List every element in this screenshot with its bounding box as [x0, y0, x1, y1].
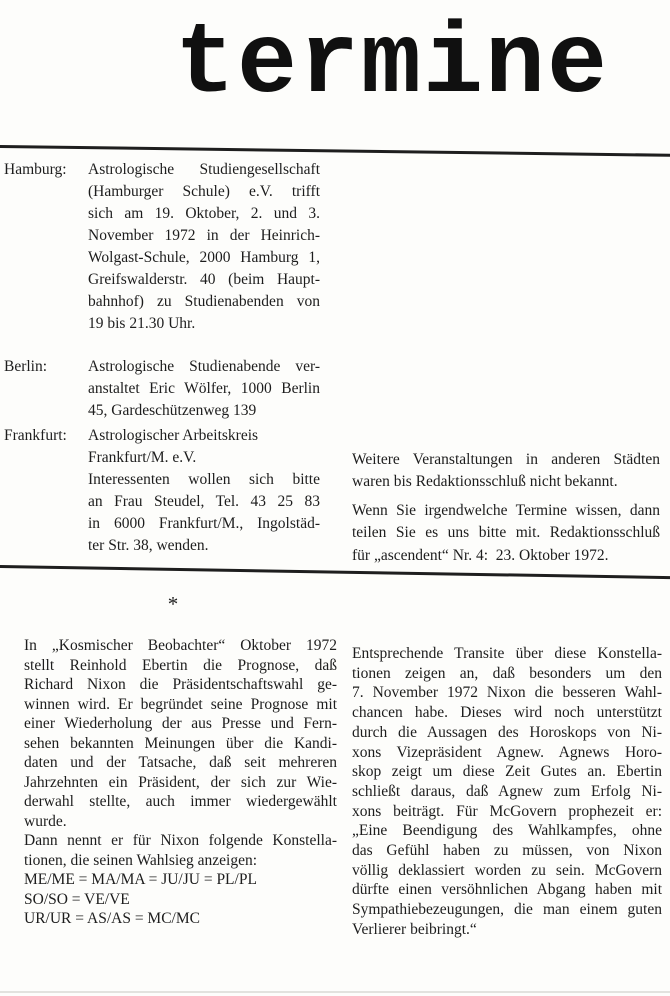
paragraph [88, 356, 320, 422]
text-line: SO/SO = VE/VE [24, 890, 130, 908]
text-line: Astrologischer Arbeitskreis [88, 427, 259, 444]
text-line: schließt daraus, daß Agnew zum Erfolg Ni- [352, 782, 662, 800]
paragraph [352, 449, 660, 494]
text-line: Greifswalderstr. 40 (beim Haupt- [88, 271, 320, 288]
horizontal-rule-middle [0, 565, 670, 579]
paragraph [24, 831, 337, 870]
text-line: Interessenten wollen sich bitte [88, 471, 320, 488]
listing-city-label: Hamburg: [4, 161, 67, 178]
section-divider-asterisk: * [167, 592, 179, 616]
text-line: Dann nennt er für Nixon folgende Konstella- [24, 832, 337, 849]
text-line: waren bis Redaktionsschluß nicht bekannt. [352, 473, 618, 491]
text-line: Jahrzehnten ein Präsident, der sich zur Wie- [24, 773, 337, 791]
text-line: sich am 19. Oktober, 2. und 3. [88, 205, 320, 222]
paragraph [24, 636, 337, 831]
text-line: Wenn Sie irgendwelche Termine wissen, dann [352, 501, 660, 519]
text-line: 45, Gardeschützenweg 139 [88, 402, 257, 419]
text-line: „Eine Beendigung des Wahlkampfes, ohne [352, 822, 662, 840]
text-line: tionen zeigen an, daß besonders um den [352, 664, 662, 682]
paragraph [88, 425, 320, 469]
text-line: dürfte einen versöhnlichen Abgang haben mit [352, 881, 662, 899]
text-line: 7. November 1972 Nixon die besseren Wahl- [352, 684, 662, 702]
text-line: xons Vizepräsident Agnew. Agnews Horo- [352, 743, 662, 761]
text-line: chancen habe. Dieses wird noch unterstützt [352, 704, 662, 722]
horizontal-rule-bottom [0, 991, 670, 993]
listing-hamburg [4, 159, 344, 335]
article-column-right [352, 644, 662, 940]
text-line: (Hamburger Schule) e.V. trifft [88, 183, 320, 200]
text-line: Weitere Veranstaltungen in anderen Städten [352, 451, 660, 468]
listing-frankfurt [4, 425, 344, 557]
text-line: bahnhof) zu Studienabenden von [88, 293, 320, 310]
text-line: das Gefühl haben zu müssen, von Nixon [352, 842, 662, 860]
text-line: Verlierer beibringt.“ [352, 920, 477, 938]
text-line: xons beiträgt. Für McGovern prophezeit er: [352, 802, 662, 820]
event-listings [4, 159, 344, 557]
paragraph [88, 159, 320, 335]
listing-city-label: Frankfurt: [4, 427, 67, 444]
text-line: Astrologische Studiengesellschaft [88, 161, 320, 178]
text-line: winnen wird. Er begründet seine Prognose mit [24, 695, 337, 713]
listing-body-berlin [88, 356, 320, 422]
text-line: Wolgast-Schule, 2000 Hamburg 1, [88, 249, 320, 266]
text-line: Entsprechende Transite über diese Konstella- [352, 645, 662, 662]
text-line: Frankfurt/M. e.V. [88, 449, 197, 466]
text-line: ter Str. 38, wenden. [88, 537, 209, 554]
text-line: an Frau Steudel, Tel. 43 25 83 [88, 493, 320, 510]
paragraph [352, 644, 662, 940]
text-line: teilen Sie es uns bitte mit. Redaktionsschluß [352, 524, 660, 542]
listing-city-label: Berlin: [4, 358, 48, 375]
text-line: Astrologische Studienabende ver- [88, 358, 320, 375]
text-line: November 1972 in der Heinrich- [88, 227, 320, 244]
text-line: Sympathiebezeugungen, die man einem guten [352, 901, 662, 919]
text-line: völlig deklassiert worden zu sein. McGovern [352, 861, 662, 879]
text-line: einer Wiederholung der aus Presse und Fern- [24, 715, 337, 732]
text-line: In „Kosmischer Beobachter“ Oktober 1972 [24, 637, 337, 654]
text-line: anstaltet Eric Wölfer, 1000 Berlin [88, 380, 320, 397]
text-line: daten und der Tatsache, daß seit mehreren [24, 754, 337, 771]
listing-berlin [4, 356, 344, 422]
horizontal-rule-top [0, 145, 670, 157]
text-line: in 6000 Frankfurt/M., Ingolstäd- [88, 515, 320, 532]
article-column-left [24, 636, 337, 929]
text-line: stellt Reinhold Ebertin die Prognose, daß [24, 656, 337, 674]
text-line: durch die Aussagen des Horoskops von Ni- [352, 723, 662, 741]
text-line: 19 bis 21.30 Uhr. [88, 315, 196, 332]
text-line: Richard Nixon die Präsidentschaftswahl ge- [24, 676, 337, 693]
paragraph [88, 469, 320, 557]
text-line: derwahl stellte, auch immer wiedergewählt [24, 793, 337, 810]
text-line: tionen, die seinen Wahlsieg anzeigen: [24, 851, 258, 869]
text-line: ME/ME = MA/MA = JU/JU = PL/PL [24, 871, 257, 888]
text-line: für „ascendent“ Nr. 4: 23. Oktober 1972. [352, 546, 609, 564]
paragraph [24, 870, 337, 929]
listing-body-hamburg [88, 159, 320, 335]
editorial-notice [352, 449, 660, 567]
text-line: wurde. [24, 812, 67, 830]
text-line: UR/UR = AS/AS = MC/MC [24, 910, 200, 927]
paragraph [352, 500, 660, 567]
text-line: sehen bekannten Meinungen über die Kandi- [24, 734, 337, 752]
page-title: termine [175, 9, 610, 122]
listing-body-frankfurt [88, 425, 320, 557]
text-line: skop zeigt um diese Zeit Gutes an. Ebertin [352, 763, 662, 781]
